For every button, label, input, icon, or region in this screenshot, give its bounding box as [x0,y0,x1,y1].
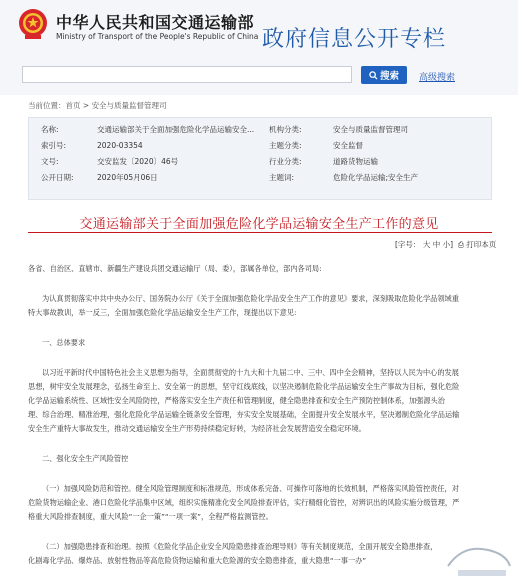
print-icon: ⎙ [457,240,464,249]
para2-line-1: （一）加强风险防范和管控。健全风险管理制度和标准规范，形成体系完备、可操作可落地的长效机制，严格落实风险管控责任，对 [42,484,459,493]
para1-line-1: 以习近平新时代中国特色社会主义思想为指导，全面贯彻党的十九大和十九届二中、三中、四中全会精神，坚持以人民为中心的发展 [42,368,459,377]
ministry-name-cn: 中华人民共和国交通运输部 [56,13,255,32]
meta-index-label: 索引号: [41,141,67,150]
para1-line-2: 思想，树牢安全发展理念，弘扬生命至上、安全第一的思想，坚守红线底线，以坚决遏制危险化学品运输安全生产事故为目标，强化危险 [28,382,460,391]
search-button-label: 搜索 [379,71,399,82]
intro-line-1: 为认真贯彻落实中共中央办公厅、国务院办公厅《关于全面加强危险化学品安全生产工作的意见》要求，深刻吸取危险化学品领域重 [42,294,459,303]
font-size-large[interactable]: 大 [422,240,431,249]
column-title: 政府信息公开专栏 [262,27,447,52]
meta-name-label: 名称: [41,125,59,134]
title-divider [28,232,492,233]
meta-org-value: 安全与质量监督管理司 [333,125,408,134]
meta-row [29,155,493,169]
document-tools [395,239,496,250]
search-button[interactable] [361,66,407,84]
meta-keyword-label: 主题词: [269,173,295,182]
document-body [28,262,492,581]
para2-line-3: 格重大风险排查制度，重大风险“一企一策”“一项一案”，全程严格监测管控。 [28,512,273,521]
para1-line-4: 理、综合治理、精准治理，强化危险化学品运输全链条安全管理，夯实安全发展基础，全面提升安全发展水平，坚决遏制危险化学品运输 [28,410,460,419]
advanced-search-link[interactable]: 高级搜索 [419,73,456,83]
meta-topic-label: 主题分类: [269,141,302,150]
breadcrumb [28,100,167,111]
breadcrumb-separator: > [80,101,92,110]
meta-row [29,139,493,153]
meta-industry-label: 行业分类: [269,157,302,166]
font-size-small[interactable]: 小 [442,240,451,249]
search-icon [369,71,378,80]
breadcrumb-prefix: 当前位置： [28,101,66,110]
para1-line-5: 安全生产重特大事故发生，推动交通运输安全生产形势持续稳定好转，为经济社会发展营造安全稳定环境。 [28,424,366,433]
breadcrumb-section[interactable]: 安全与质量监督管理司 [91,101,167,110]
para3-line-1: （二）加强隐患排查和治理。按照《危险化学品企业安全风险隐患排查治理导则》等有关制度规范，全面开展安全隐患排查， [42,542,438,551]
font-size-end: ] [450,240,454,249]
meta-date-label: 公开日期: [41,173,74,182]
site-header [0,0,518,95]
font-size-medium[interactable]: 中 [432,240,441,249]
print-link[interactable]: 打印本页 [466,240,497,249]
meta-row [29,171,493,185]
meta-docno-label: 文号: [41,157,59,166]
para2-line-2: 危险货物运输企业、港口危险化学品集中区域，组织实施精准化安全风险排查评估，实行精细化管控，对辨识出的风险实施分级管理，严 [28,498,460,507]
national-emblem-icon [18,8,48,42]
section-heading-1: 一、总体要求 [42,338,86,347]
document-title: 交通运输部关于全面加强危险化学品运输安全生产工作的意见 [79,217,439,232]
meta-name-value: 交通运输部关于全面加强危险化学品运输安全... [97,125,255,134]
search-input[interactable] [22,66,352,83]
meta-row [29,123,493,137]
metadata-table [28,117,492,200]
meta-topic-value: 安全监督 [333,141,363,150]
para3-line-2: 化剧毒化学品、爆炸品、放射性物品等高危险货物运输和重大危险源的安全隐患排查，重大隐患“一事一办” [28,556,367,565]
intro-line-2: 特大事故教训，举一反三，全面加强危险化学品运输安全生产工作，现提出以下意见: [28,308,297,317]
ministry-name-en: Ministry of Transport of the People's Republic of China [56,32,259,41]
section-heading-2: 二、强化安全生产风险管控 [42,454,129,463]
meta-industry-value: 道路货物运输 [333,157,378,166]
breadcrumb-home[interactable]: 首页 [65,101,81,110]
para1-line-3: 化学品运输系统性、区域性安全风险防控，严格落实安全生产责任和管理制度，健全隐患排查和安全生产预防控制体系，加强源头治 [28,396,445,405]
meta-org-label: 机构分类: [269,125,302,134]
meta-index-value: 2020-03354 [97,141,143,150]
addressee: 各省、自治区、直辖市、新疆生产建设兵团交通运输厅（局、委），部属各单位，部内各司局: [28,264,322,273]
meta-docno-value: 交安监发〔2020〕46号 [97,157,179,166]
watermark-logo-icon [418,536,518,581]
font-size-label: [字号： [395,240,421,249]
meta-date-value: 2020年05月06日 [97,173,158,182]
meta-keyword-value: 危险化学品运输;安全生产 [333,173,419,182]
